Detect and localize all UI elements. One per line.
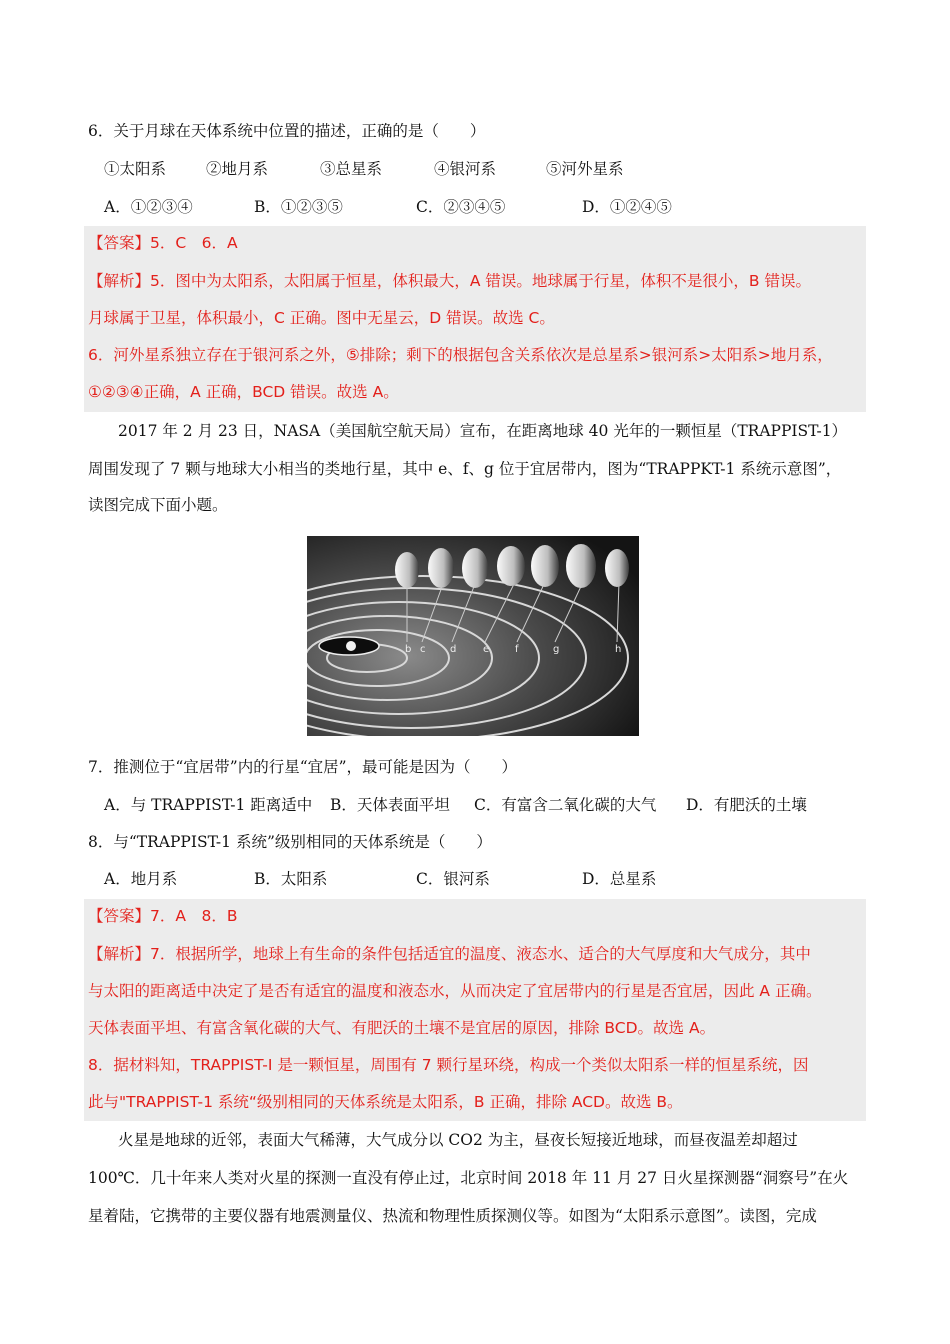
- q6-items: [104, 158, 624, 180]
- q6-option-b: B．①②③⑤: [254, 198, 343, 216]
- q6-item: ③总星系: [320, 160, 383, 178]
- q8-option-a: A．地月系: [104, 870, 178, 888]
- q6-option-a: A．①②③④: [104, 198, 193, 216]
- passage-1-line: 周围发现了 7 颗与地球大小相当的类地行星，其中 e、f、g 位于宜居带内，图为“TRAPPKT-1 系统示意图”，: [88, 460, 842, 478]
- explanation-2-line: 8．据材料知，TRAPPIST-I 是一颗恒星，周围有 7 颗行星环绕，构成一个类似太阳系一样的恒星系统，因: [88, 1056, 809, 1074]
- planet-label: c: [420, 644, 426, 655]
- q8-stem: 8．与“TRAPPIST-1 系统”级别相同的天体系统是（ ）: [88, 833, 492, 851]
- planet-label: d: [450, 644, 457, 655]
- trappist-orbit-diagram: [307, 536, 639, 736]
- answer-1: 【答案】5．C 6．A: [88, 234, 238, 252]
- planet-f-icon: [531, 545, 559, 587]
- planet-h-icon: [605, 549, 629, 587]
- passage-1-line: 2017 年 2 月 23 日，NASA（美国航空航天局）宣布，在距离地球 40 光年的一颗恒星（TRAPPIST-1）: [118, 422, 848, 440]
- q7-options: [104, 794, 807, 816]
- explanation-2-line: 【解析】7．根据所学，地球上有生命的条件包括适宜的温度、液态水、适合的大气厚度和大气成分，其中: [88, 945, 811, 963]
- planet-label: e: [483, 644, 490, 655]
- passage-2-line: 火星是地球的近邻，表面大气稀薄，大气成分以 CO2 为主，昼夜长短接近地球，而昼夜温差却超过: [118, 1131, 798, 1149]
- q8-option-d: D．总星系: [582, 870, 657, 888]
- planet-d-icon: [462, 548, 488, 588]
- answer-block-2: [84, 899, 866, 1121]
- explanation-2-line: 与太阳的距离适中决定了是否有适宜的温度和液态水，从而决定了宜居带内的行星是否宜居，因此 A 正确。: [88, 982, 822, 1000]
- q8-options: [104, 868, 656, 890]
- trappist-1-star-icon: [346, 641, 356, 651]
- trappist-1-system-figure: [307, 536, 639, 736]
- passage-1-line: 读图完成下面小题。: [88, 496, 228, 514]
- q6-item: ④银河系: [434, 160, 497, 178]
- planet-c-icon: [428, 548, 454, 588]
- q6-item: ⑤河外星系: [546, 160, 624, 178]
- answer-2: 【答案】7．A 8．B: [88, 907, 238, 925]
- explanation-2-line: 此与"TRAPPIST-1 系统“级别相同的天体系统是太阳系，B 正确，排除 ACD。故选 B。: [88, 1093, 683, 1111]
- planet-e-icon: [497, 546, 525, 586]
- q6-stem: 6．关于月球在天体系统中位置的描述，正确的是（ ）: [88, 122, 486, 140]
- q8-option-b: B．太阳系: [254, 870, 328, 888]
- q6-options: [104, 196, 672, 218]
- passage-2-line: 100℃．几十年来人类对火星的探测一直没有停止过，北京时间 2018 年 11 月 27 日火星探测器“洞察号”在火: [88, 1169, 849, 1187]
- passage-2-line: 星着陆，它携带的主要仪器有地震测量仪、热流和物理性质探测仪等。如图为“太阳系示意图”。读图，完成: [88, 1207, 817, 1225]
- q6-item: ②地月系: [206, 160, 269, 178]
- explanation-1-line: ①②③④正确，A 正确，BCD 错误。故选 A。: [88, 383, 399, 401]
- q6-option-d: D．①②④⑤: [582, 198, 672, 216]
- q7-option-a: A．与 TRAPPIST-1 距离适中: [104, 796, 313, 814]
- planet-label: b: [405, 644, 412, 655]
- explanation-2-line: 天体表面平坦、有富含氧化碳的大气、有肥沃的土壤不是宜居的原因，排除 BCD。故选 A。: [88, 1019, 716, 1037]
- explanation-1-line: 【解析】5．图中为太阳系，太阳属于恒星，体积最大，A 错误。地球属于行星，体积不是很小，B 错误。: [88, 272, 811, 290]
- planet-g-icon: [566, 544, 596, 588]
- explanation-1-line: 6．河外星系独立存在于银河系之外，⑤排除；剩下的根据包含关系依次是总星系>银河系>太阳系>地月系，: [88, 346, 833, 364]
- explanation-1-line: 月球属于卫星，体积最小，C 正确。图中无星云，D 错误。故选 C。: [88, 309, 555, 327]
- q7-option-b: B．天体表面平坦: [330, 796, 450, 814]
- q8-option-c: C．银河系: [416, 870, 490, 888]
- planet-label: h: [615, 644, 622, 655]
- q6-option-c: C．②③④⑤: [416, 198, 506, 216]
- q6-item: ①太阳系: [104, 160, 167, 178]
- q7-stem: 7．推测位于“宜居带”内的行星“宜居”，最可能是因为（ ）: [88, 758, 518, 776]
- planet-label: f: [515, 644, 519, 655]
- planet-label: g: [553, 644, 560, 655]
- q7-option-d: D．有肥沃的土壤: [686, 796, 807, 814]
- q7-option-c: C．有富含二氧化碳的大气: [474, 796, 657, 814]
- planet-b-icon: [395, 552, 419, 588]
